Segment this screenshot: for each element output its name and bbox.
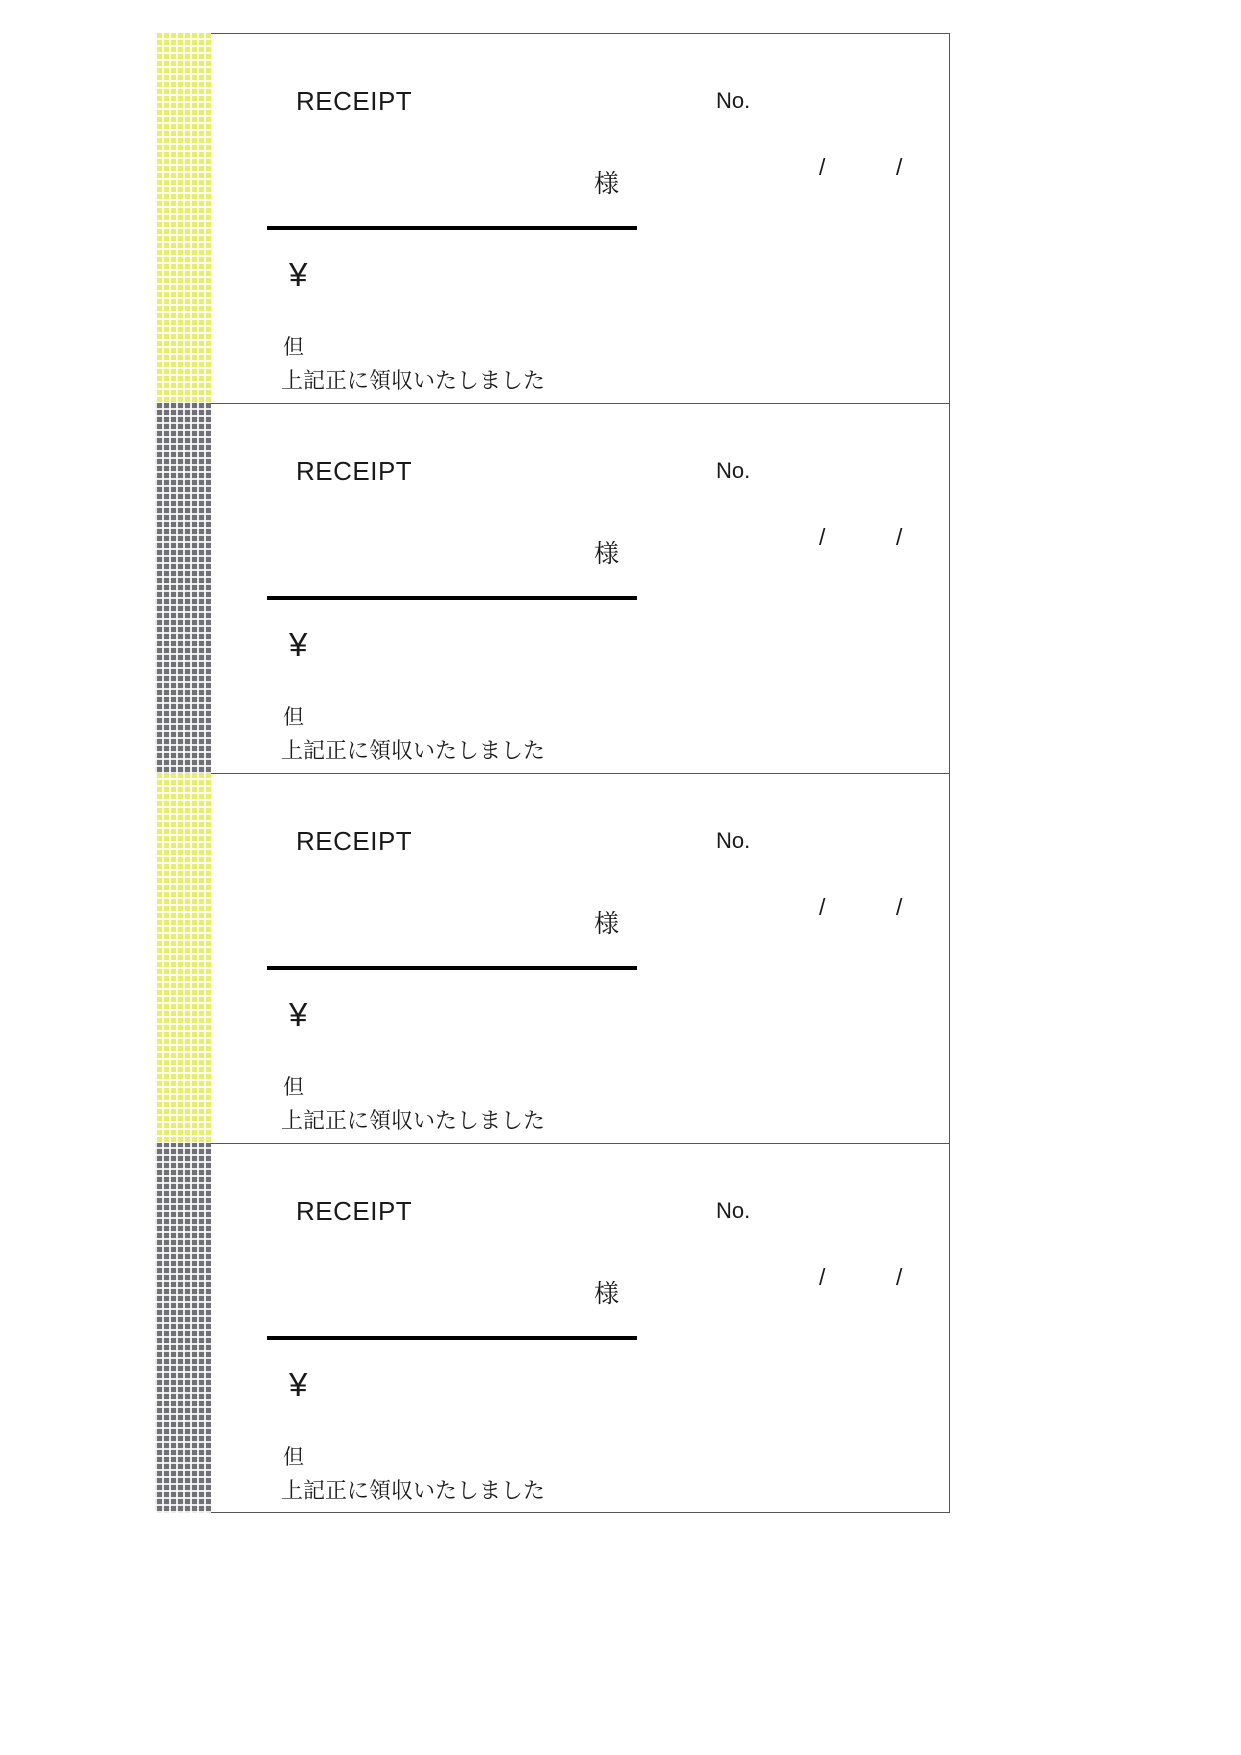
recipient-name-rule — [267, 1336, 637, 1340]
receipt-stub-pattern — [155, 403, 211, 774]
recipient-name-rule — [267, 596, 637, 600]
purpose-label: 但 — [283, 1076, 304, 1099]
date-slash-2: / — [896, 1264, 903, 1290]
receipt-body — [211, 34, 949, 403]
receipt-title: RECEIPT — [296, 826, 413, 856]
receipt-body — [211, 404, 949, 773]
receipt-body — [211, 1144, 949, 1512]
receipt-title: RECEIPT — [296, 1196, 413, 1226]
date-slash-2: / — [896, 154, 903, 180]
date-slash-1: / — [819, 524, 826, 550]
receipt-title: RECEIPT — [296, 456, 413, 486]
date-slash-1: / — [819, 1264, 826, 1290]
receipt-stub-pattern — [155, 33, 211, 404]
recipient-name-rule — [267, 226, 637, 230]
receipt-number-label: No. — [716, 458, 751, 483]
yen-symbol: ¥ — [289, 256, 308, 293]
receipt-card — [155, 403, 950, 773]
purpose-label: 但 — [283, 336, 304, 359]
yen-symbol: ¥ — [289, 1366, 308, 1403]
date-slash-1: / — [819, 894, 826, 920]
receipt-title: RECEIPT — [296, 86, 413, 116]
receipt-card — [155, 773, 950, 1143]
receipt-number-label: No. — [716, 1198, 751, 1223]
recipient-honorific: 様 — [594, 910, 620, 938]
recipient-honorific: 様 — [594, 1280, 620, 1308]
receipt-statement: 上記正に領収いたしました — [281, 1108, 546, 1133]
recipient-honorific: 様 — [594, 540, 620, 568]
purpose-label: 但 — [283, 706, 304, 729]
date-slash-1: / — [819, 154, 826, 180]
receipt-card — [155, 33, 950, 403]
yen-symbol: ¥ — [289, 996, 308, 1033]
receipt-body — [211, 774, 949, 1143]
receipt-stub-pattern — [155, 773, 211, 1144]
recipient-name-rule — [267, 966, 637, 970]
receipt-number-label: No. — [716, 828, 751, 853]
receipt-number-label: No. — [716, 88, 751, 113]
date-slash-2: / — [896, 524, 903, 550]
receipt-stub-pattern — [155, 1143, 211, 1513]
recipient-honorific: 様 — [594, 170, 620, 198]
receipt-list — [155, 33, 950, 1513]
receipt-statement: 上記正に領収いたしました — [281, 738, 546, 763]
receipt-statement: 上記正に領収いたしました — [281, 368, 546, 393]
receipt-statement: 上記正に領収いたしました — [281, 1478, 546, 1503]
purpose-label: 但 — [283, 1446, 304, 1469]
receipt-card — [155, 1143, 950, 1513]
date-slash-2: / — [896, 894, 903, 920]
yen-symbol: ¥ — [289, 626, 308, 663]
